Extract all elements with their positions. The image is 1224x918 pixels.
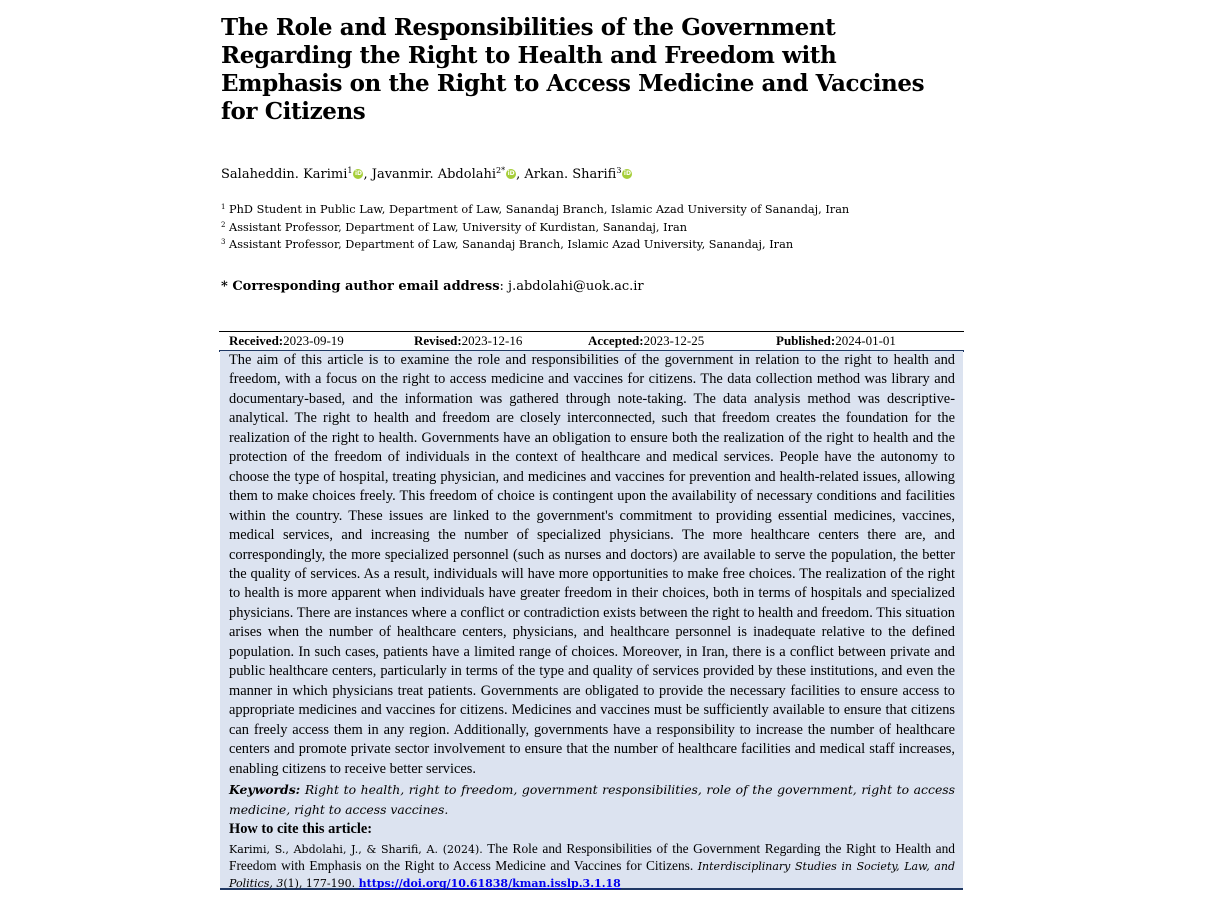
author-list xyxy=(221,166,632,182)
doi-link[interactable]: https://doi.org/10.61838/kman.isslp.3.1.18 xyxy=(358,877,621,890)
corresponding-author: * Corresponding author email address: j.abdolahi@uok.ac.ir xyxy=(221,279,644,294)
citation-journal: Interdisciplinary Studies in Society, Law, and Politics, 3 xyxy=(229,860,955,890)
affiliation-2: $^2$ Assistant Professor, Department of Law, University of Kurdistan, Sanandaj, Iran xyxy=(221,220,687,234)
abstract-box xyxy=(220,351,963,890)
paper-title: The Role and Responsibilities of the Government Regarding the Right to Health and Freedom with Emphasis on the Right to Access Medicine and Vaccines for Citizens xyxy=(221,14,925,125)
author-separator: , xyxy=(516,167,525,182)
affiliation-3: $^3$ Assistant Professor, Department of Law, Sanandaj Branch, Islamic Azad University, Sanandaj, Iran xyxy=(221,238,794,251)
orcid-icon[interactable]: iD xyxy=(354,170,362,177)
affiliation-list xyxy=(221,200,849,253)
revised-date: Revised: 2023-12-16 xyxy=(414,333,523,348)
keywords xyxy=(229,780,955,819)
author-affil-marker: 3 xyxy=(616,166,622,175)
citation-authors: Karimi, S., Abdolahi, J., & Sharifi, A. (2024). xyxy=(229,843,483,856)
corresponding-label: * Corresponding author email address xyxy=(221,279,500,294)
abstract-text: The aim of this article is to examine the role and responsibilities of the government in relation to the right to health and freedom, with a focus on the right to access medicine and vaccines for citizens. The data collection method was library and documentary-based, and the information was gathered through note-taking. The data analysis method was descriptive-analytical. The right to health and freedom are closely interconnected, such that freedom creates the foundation for the realization of the right to health. Governments have an obligation to ensure both the realization of the right to health and the protection of the freedom of individuals in the context of healthcare and medical services. People have the autonomy to choose the type of hospital, treating physician, and medicines and vaccines for prevention and health-related issues, allowing them to make choices freely. This freedom of choice is contingent upon the availability of necessary conditions and facilities within the country. These issues are linked to the government's commitment to providing essential medicines, vaccines, medical services, and increasing the number of specialized physicians. The more healthcare centers there are, and correspondingly, the more specialized personnel (such as nurses and doctors) are available to serve the population, the better the quality of services. As a result, individuals will have more opportunities to make free choices. The realization of the right to health is more apparent when individuals have greater freedom in their choices, both in terms of hospitals and specialized physicians. There are instances where a conflict or contradiction exists between the right to health and freedom. This situation arises when the number of healthcare centers, physicians, and healthcare personnel is inadequate relative to the defined population. In such cases, patients have a limited range of choices. Moreover, in Iran, there is a conflict between private and public healthcare centers, particularly in terms of the type and quality of services provided by these institutions, and even the manner in which physicians treat patients. Governments are obligated to provide the necessary facilities to ensure access to appropriate medicines and vaccines for citizens. Medicines and vaccines must be sufficiently available to ensure that citizens can freely access them in any region. Additionally, governments have a responsibility to increase the number of healthcare centers and promote private sector involvement to ensure that the number of healthcare facilities and medical staff increases, enabling citizens to receive better services. xyxy=(229,352,955,777)
corresponding-email[interactable]: j.abdolahi@uok.ac.ir xyxy=(508,279,644,294)
author-1 xyxy=(221,167,372,182)
keywords-label: Keywords: xyxy=(229,782,301,797)
citation xyxy=(229,841,955,892)
author-separator: , xyxy=(363,167,372,182)
article-dates xyxy=(219,331,964,352)
orcid-icon[interactable]: iD xyxy=(507,170,515,177)
affiliation-1: $^1$ PhD Student in Public Law, Department of Law, Sanandaj Branch, Islamic Azad University of Sanandaj, Iran xyxy=(221,203,850,216)
published-date: Published: 2024-01-01 xyxy=(776,333,896,348)
received-date: Received: 2023-09-19 xyxy=(229,333,344,348)
how-to-cite-heading: How to cite this article: xyxy=(229,821,373,837)
orcid-icon[interactable]: iD xyxy=(623,170,631,177)
author-3 xyxy=(524,167,632,182)
keywords-text: Right to health, right to freedom, government responsibilities, role of the government, right to access medicine, right to access vaccines. xyxy=(229,782,955,817)
author-2 xyxy=(372,167,525,182)
author-name: Salaheddin. Karimi xyxy=(221,167,348,182)
accepted-date: Accepted: 2023-12-25 xyxy=(588,333,705,348)
author-affil-marker: 1 xyxy=(347,166,353,175)
author-affil-marker: 2* xyxy=(496,166,506,175)
author-name: Javanmir. Abdolahi xyxy=(371,167,497,182)
author-name: Arkan. Sharifi xyxy=(524,167,617,182)
citation-title: The Role and Responsibilities of the Government Regarding the Right to Health and Freedom with Emphasis on the Right to Access Medicine and Vaccines for Citizens. xyxy=(229,841,955,873)
citation-pages: (1), 177-190. xyxy=(283,877,359,890)
